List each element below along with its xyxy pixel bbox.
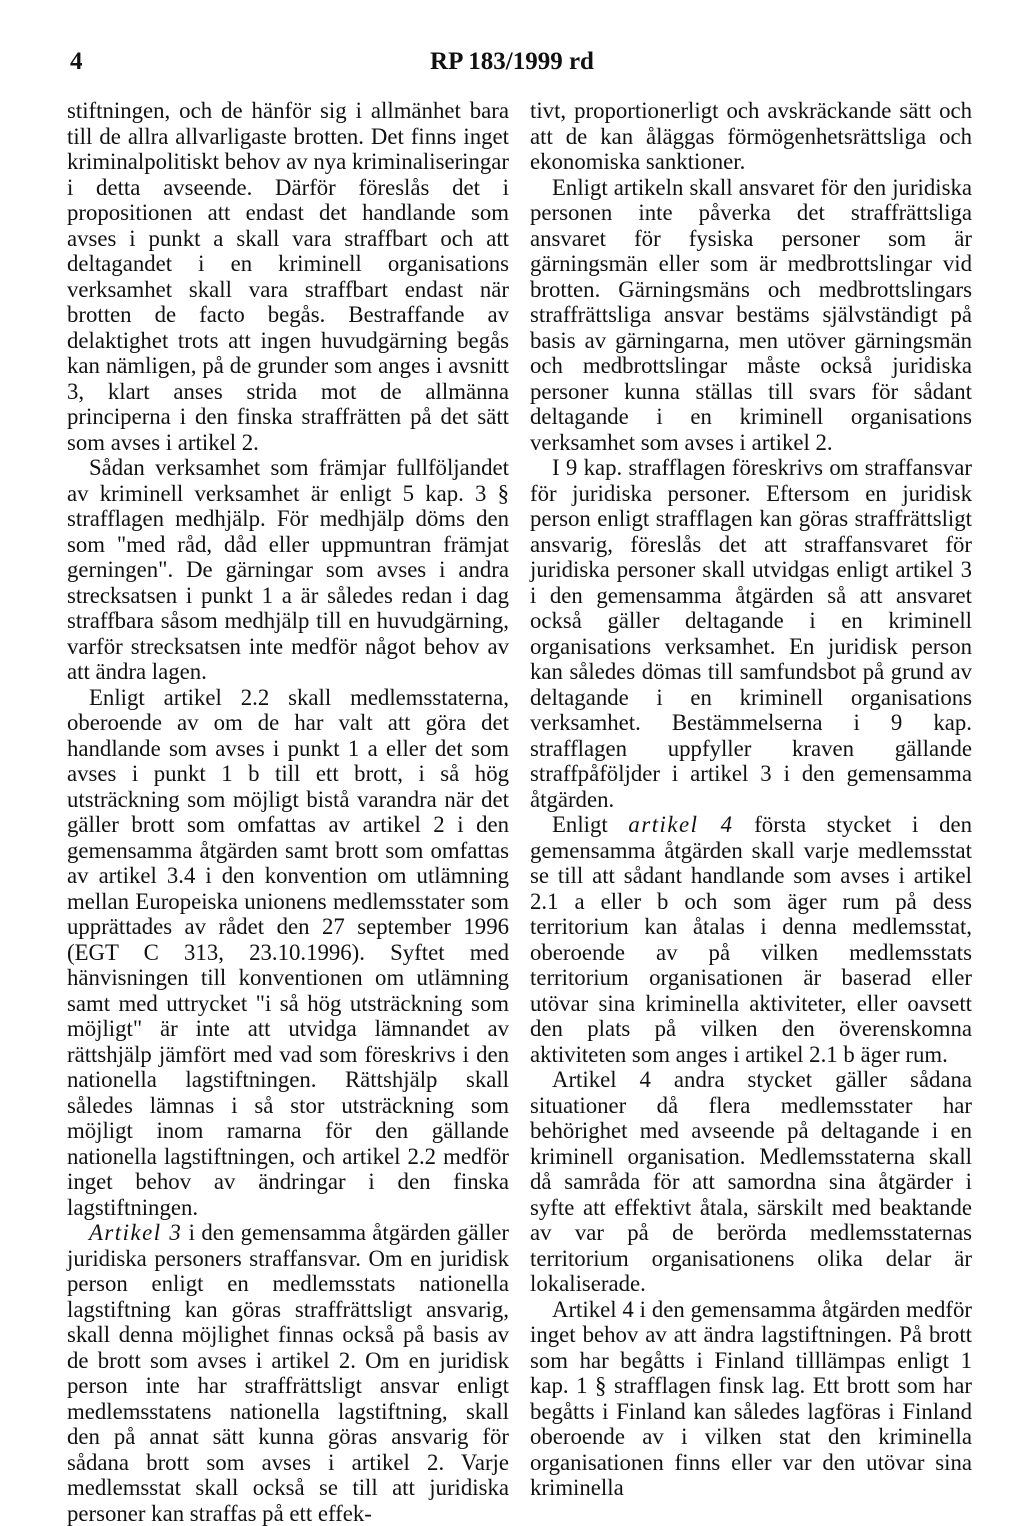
article-reference: artikel 4 (628, 812, 734, 837)
paragraph-continuation: stiftningen, och de hänför sig i allmänhet bara till de allra allvarligaste brotten. Det finns inget kriminalpolitiskt behov av nya kriminaliseringar i detta avseende. Därför föreslås det i propositionen att endast det handlande som avses i punkt a skall vara straffbart och att deltagandet i en kriminell organisations verksamhet skall vara straffbart endast när brotten de facto begås. Bestraffande av delaktighet trots att ingen huvudgärning begås kan nämligen, på de grunder som anges i avsnitt 3, klart anses strida mot de allmänna principerna i den finska straffrätten på det sätt som avses i artikel 2. (67, 98, 509, 455)
page-number: 4 (70, 48, 83, 75)
paragraph: Artikel 4 andra stycket gäller sådana situationer då flera medlemsstater har behörighet med avseende på deltagande i en kriminell organisation. Medlemsstaterna skall då samråda för att samordna sina åtgärder i syfte att effektivt åtala, särskilt med beaktande av var på de berörda medlemsstaternas territorium organisationens olika delar är lokaliserade. (530, 1067, 972, 1296)
paragraph: I 9 kap. strafflagen föreskrivs om straffansvar för juridiska personer. Eftersom en juridisk person enligt strafflagen kan göras straffrättsligt ansvarig, föreslås det att straffansvaret för juridiska personer skall utvidgas enligt artikel 3 i den gemensamma åtgärden så att ansvaret också gäller deltagande i en kriminell organisations verksamhet. En juridisk person kan således dömas till samfundsbot på grund av deltagande i en kriminell organisations verksamhet. Bestämmelserna i 9 kap. strafflagen uppfyller kraven gällande straffpåföljder i artikel 3 i den gemensamma åtgärden. (530, 455, 972, 812)
paragraph-continuation: tivt, proportionerligt och avskräckande sätt och att de kan åläggas förmögenhetsrättsliga och ekonomiska sanktioner. (530, 98, 972, 174)
paragraph-artikel-3 (67, 1220, 509, 1526)
paragraph: Sådan verksamhet som främjar fullföljandet av kriminell verksamhet är enligt 5 kap. 3 § strafflagen medhjälp. För medhjälp döms den som "med råd, dåd eller uppmuntran främjat gerningen". De gärningar som avses i andra strecksatsen i punkt 1 a är således redan i dag straffbara såsom medhjälp till en huvudgärning, varför strecksatsen inte medför något behov av att ändra lagen. (67, 455, 509, 684)
paragraph-text: första stycket i den gemensamma åtgärden skall varje medlemsstat se till att sådant handlande som avses i artikel 2.1 a eller b och som äger rum på dess territorium kan åtalas i denna medlemsstat, oberoende av på vilken medlemsstats territorium organisationen är baserad eller utövar sina kriminella aktiviteter, eller oavsett den plats på vilken den överenskomna aktiviteten som anges i artikel 2.1 b äger rum. (530, 812, 972, 1067)
paragraph: Enligt artikeln skall ansvaret för den juridiska personen inte påverka det straffrättsliga ansvaret för fysiska personer som är gärningsmän eller som är medbrottslingar vid brotten. Gärningsmäns och medbrottslingars straffrättsliga ansvar bestäms självständigt på basis av gärningarna, men utöver gärningsmän och medbrottslingar måste också juridiska personer kunna ställas till svars för sådant deltagande i en kriminell organisations verksamhet som avses i artikel 2. (530, 174, 972, 455)
paragraph-artikel-4 (530, 812, 972, 1067)
paragraph: Enligt artikel 2.2 skall medlemsstaterna, oberoende av om de har valt att göra det handlande som avses i punkt 1 a eller det som avses i punkt 1 b till ett brott, i så hög utsträckning som möjligt bistå varandra när det gäller brott som omfattas av artikel 2 i den gemensamma åtgärden samt brott som omfattas av artikel 3.4 i den konvention om utlämning mellan Europeiska unionens medlemsstater som upprättades av rådet den 27 september 1996 (EGT C 313, 23.10.1996). Syftet med hänvisningen till konventionen om utlämning samt med uttrycket "i så hög utsträckning som möjligt" är inte att utvidga lämnandet av rättshjälp jämfört med vad som föreskrivs i den nationella lagstiftningen. Rättshjälp skall således lämnas i så stor utsträckning som möjligt inom ramarna för den gällande nationella lagstiftningen, och artikel 2.2 medför inget behov av ändringar i den finska lagstiftningen. (67, 684, 509, 1220)
page-header (0, 48, 1024, 80)
article-reference: Artikel 3 (89, 1220, 183, 1245)
paragraph-text: i den gemensamma åtgärden gäller juridiska personers straffansvar. Om en juridisk person enligt en medlemsstats nationella lagstiftning kan göras straffrättsligt ansvarig, skall denna möjlighet finnas också på basis av de brott som avses i artikel 2. Om en juridisk person inte har straffrättsligt ansvar enligt medlemsstatens nationella lagstiftning, skall den på annat sätt kunna göras ansvarig för sådana brott som avses i artikel 2. Varje medlemsstat skall också se till att juridiska personer kan straffas på ett effek- (67, 1220, 510, 1526)
paragraph: Artikel 4 i den gemensamma åtgärden medför inget behov av att ändra lagstiftningen. På brott som har begåtts i Finland tilllämpas enligt 1 kap. 1 § strafflagen finsk lag. Ett brott som har begåtts i Finland kan således lagföras i Finland oberoende av i vilken stat den kriminella organisationen finns eller var den utövar sina kriminella (530, 1296, 972, 1500)
document-reference: RP 183/1999 rd (430, 48, 594, 75)
paragraph-lead: Enligt (552, 812, 629, 837)
left-column (67, 98, 509, 1526)
right-column (530, 98, 972, 1501)
